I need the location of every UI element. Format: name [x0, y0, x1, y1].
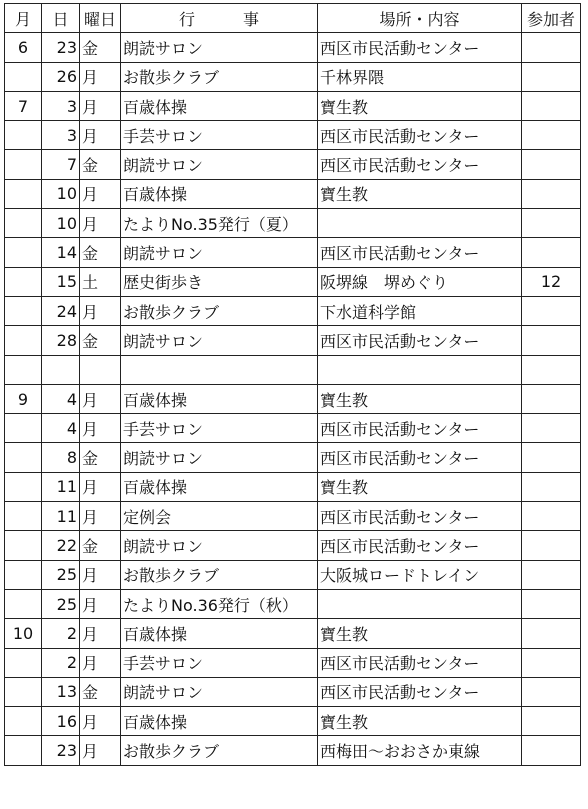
attendees-cell [522, 502, 581, 531]
table-row [5, 326, 581, 355]
place-cell: 寶生教 [318, 384, 522, 413]
weekday-cell: 月 [80, 619, 121, 648]
day-cell: 14 [42, 238, 80, 267]
month-cell [5, 179, 42, 208]
month-cell [5, 648, 42, 677]
attendees-cell [522, 91, 581, 120]
place-cell: 西区市民活動センター [318, 33, 522, 62]
day-cell: 15 [42, 267, 80, 296]
month-cell [5, 531, 42, 560]
weekday-cell: 金 [80, 238, 121, 267]
day-cell: 11 [42, 502, 80, 531]
table-row [5, 736, 581, 765]
attendees-cell [522, 238, 581, 267]
event-cell: たよりNo.35発行（夏） [121, 209, 318, 238]
event-cell: お散歩クラブ [121, 560, 318, 589]
weekday-cell: 金 [80, 326, 121, 355]
day-cell: 7 [42, 150, 80, 179]
month-cell [5, 502, 42, 531]
table-row [5, 589, 581, 618]
weekday-cell: 月 [80, 560, 121, 589]
place-cell: 西区市民活動センター [318, 677, 522, 706]
month-cell [5, 62, 42, 91]
weekday-cell [80, 355, 121, 384]
attendees-cell [522, 355, 581, 384]
weekday-cell: 金 [80, 531, 121, 560]
event-cell: 定例会 [121, 502, 318, 531]
event-cell: 百歳体操 [121, 707, 318, 736]
day-cell: 3 [42, 91, 80, 120]
month-cell [5, 677, 42, 706]
place-cell [318, 355, 522, 384]
event-cell: 歴史街歩き [121, 267, 318, 296]
place-cell: 西区市民活動センター [318, 443, 522, 472]
table-row [5, 355, 581, 384]
day-cell: 13 [42, 677, 80, 706]
attendees-cell [522, 707, 581, 736]
weekday-cell: 金 [80, 443, 121, 472]
table-row [5, 443, 581, 472]
month-cell [5, 560, 42, 589]
month-cell [5, 150, 42, 179]
day-cell [42, 355, 80, 384]
weekday-cell: 月 [80, 472, 121, 501]
table-row [5, 179, 581, 208]
day-cell: 2 [42, 648, 80, 677]
month-cell [5, 443, 42, 472]
weekday-cell: 月 [80, 736, 121, 765]
place-cell: 西区市民活動センター [318, 121, 522, 150]
day-cell: 23 [42, 33, 80, 62]
weekday-cell: 月 [80, 589, 121, 618]
table-row [5, 677, 581, 706]
place-cell: 寶生教 [318, 472, 522, 501]
schedule-body [5, 33, 581, 765]
weekday-cell: 月 [80, 296, 121, 325]
place-cell: 寶生教 [318, 91, 522, 120]
place-cell: 阪堺線 堺めぐり [318, 267, 522, 296]
table-row [5, 384, 581, 413]
event-cell: 手芸サロン [121, 648, 318, 677]
attendees-cell [522, 677, 581, 706]
attendees-cell [522, 326, 581, 355]
table-row [5, 121, 581, 150]
event-cell [121, 355, 318, 384]
event-cell: 百歳体操 [121, 472, 318, 501]
attendees-cell [522, 736, 581, 765]
day-cell: 26 [42, 62, 80, 91]
event-cell: 朗読サロン [121, 150, 318, 179]
header-row [5, 4, 581, 33]
weekday-cell: 金 [80, 150, 121, 179]
table-row [5, 502, 581, 531]
place-cell: 寶生教 [318, 619, 522, 648]
attendees-cell [522, 531, 581, 560]
table-row [5, 238, 581, 267]
table-row [5, 619, 581, 648]
event-cell: 百歳体操 [121, 619, 318, 648]
table-row [5, 296, 581, 325]
header-day: 日 [42, 4, 80, 33]
day-cell: 25 [42, 589, 80, 618]
place-cell: 西区市民活動センター [318, 531, 522, 560]
table-row [5, 472, 581, 501]
weekday-cell: 月 [80, 414, 121, 443]
header-weekday: 曜日 [80, 4, 121, 33]
attendees-cell [522, 560, 581, 589]
day-cell: 25 [42, 560, 80, 589]
event-cell: 朗読サロン [121, 531, 318, 560]
table-row [5, 91, 581, 120]
attendees-cell [522, 62, 581, 91]
weekday-cell: 月 [80, 91, 121, 120]
header-month: 月 [5, 4, 42, 33]
month-cell [5, 707, 42, 736]
month-cell [5, 296, 42, 325]
month-cell [5, 414, 42, 443]
schedule-table [4, 3, 581, 766]
weekday-cell: 月 [80, 209, 121, 238]
day-cell: 23 [42, 736, 80, 765]
month-cell [5, 589, 42, 618]
attendees-cell: 12 [522, 267, 581, 296]
day-cell: 16 [42, 707, 80, 736]
attendees-cell [522, 121, 581, 150]
month-cell [5, 238, 42, 267]
month-cell [5, 209, 42, 238]
event-cell: 朗読サロン [121, 33, 318, 62]
day-cell: 11 [42, 472, 80, 501]
event-cell: 百歳体操 [121, 91, 318, 120]
month-cell [5, 472, 42, 501]
weekday-cell: 金 [80, 677, 121, 706]
place-cell: 西梅田～おおさか東線 [318, 736, 522, 765]
day-cell: 8 [42, 443, 80, 472]
event-cell: 朗読サロン [121, 326, 318, 355]
month-cell: 10 [5, 619, 42, 648]
month-cell: 6 [5, 33, 42, 62]
event-cell: 百歳体操 [121, 179, 318, 208]
attendees-cell [522, 296, 581, 325]
event-cell: 手芸サロン [121, 121, 318, 150]
attendees-cell [522, 443, 581, 472]
schedule-header [5, 4, 581, 33]
table-row [5, 150, 581, 179]
event-cell: 手芸サロン [121, 414, 318, 443]
event-cell: お散歩クラブ [121, 736, 318, 765]
place-cell [318, 589, 522, 618]
attendees-cell [522, 150, 581, 179]
place-cell: 千林界隈 [318, 62, 522, 91]
place-cell: 大阪城ロードトレイン [318, 560, 522, 589]
event-cell: 朗読サロン [121, 238, 318, 267]
header-attendees: 参加者 [522, 4, 581, 33]
month-cell [5, 121, 42, 150]
attendees-cell [522, 414, 581, 443]
month-cell [5, 326, 42, 355]
day-cell: 24 [42, 296, 80, 325]
place-cell: 西区市民活動センター [318, 326, 522, 355]
month-cell: 7 [5, 91, 42, 120]
table-row [5, 560, 581, 589]
weekday-cell: 月 [80, 502, 121, 531]
attendees-cell [522, 384, 581, 413]
event-cell: たよりNo.36発行（秋） [121, 589, 318, 618]
weekday-cell: 土 [80, 267, 121, 296]
place-cell: 西区市民活動センター [318, 238, 522, 267]
event-cell: 朗読サロン [121, 677, 318, 706]
place-cell: 西区市民活動センター [318, 502, 522, 531]
header-event: 行 事 [121, 4, 318, 33]
day-cell: 10 [42, 209, 80, 238]
weekday-cell: 月 [80, 648, 121, 677]
month-cell [5, 267, 42, 296]
day-cell: 4 [42, 384, 80, 413]
table-row [5, 209, 581, 238]
table-row [5, 648, 581, 677]
place-cell: 下水道科学館 [318, 296, 522, 325]
attendees-cell [522, 33, 581, 62]
day-cell: 3 [42, 121, 80, 150]
place-cell: 寶生教 [318, 179, 522, 208]
place-cell: 西区市民活動センター [318, 150, 522, 179]
month-cell: 9 [5, 384, 42, 413]
attendees-cell [522, 179, 581, 208]
place-cell: 西区市民活動センター [318, 414, 522, 443]
attendees-cell [522, 619, 581, 648]
month-cell [5, 355, 42, 384]
weekday-cell: 金 [80, 33, 121, 62]
place-cell [318, 209, 522, 238]
attendees-cell [522, 648, 581, 677]
weekday-cell: 月 [80, 707, 121, 736]
event-cell: 百歳体操 [121, 384, 318, 413]
attendees-cell [522, 472, 581, 501]
event-cell: お散歩クラブ [121, 62, 318, 91]
event-cell: お散歩クラブ [121, 296, 318, 325]
day-cell: 28 [42, 326, 80, 355]
table-row [5, 62, 581, 91]
table-row [5, 707, 581, 736]
table-row [5, 33, 581, 62]
table-row [5, 531, 581, 560]
place-cell: 寶生教 [318, 707, 522, 736]
weekday-cell: 月 [80, 384, 121, 413]
weekday-cell: 月 [80, 179, 121, 208]
weekday-cell: 月 [80, 121, 121, 150]
month-cell [5, 736, 42, 765]
day-cell: 4 [42, 414, 80, 443]
table-row [5, 267, 581, 296]
place-cell: 西区市民活動センター [318, 648, 522, 677]
attendees-cell [522, 209, 581, 238]
table-row [5, 414, 581, 443]
day-cell: 2 [42, 619, 80, 648]
day-cell: 22 [42, 531, 80, 560]
weekday-cell: 月 [80, 62, 121, 91]
attendees-cell [522, 589, 581, 618]
header-place: 場所・内容 [318, 4, 522, 33]
day-cell: 10 [42, 179, 80, 208]
event-cell: 朗読サロン [121, 443, 318, 472]
